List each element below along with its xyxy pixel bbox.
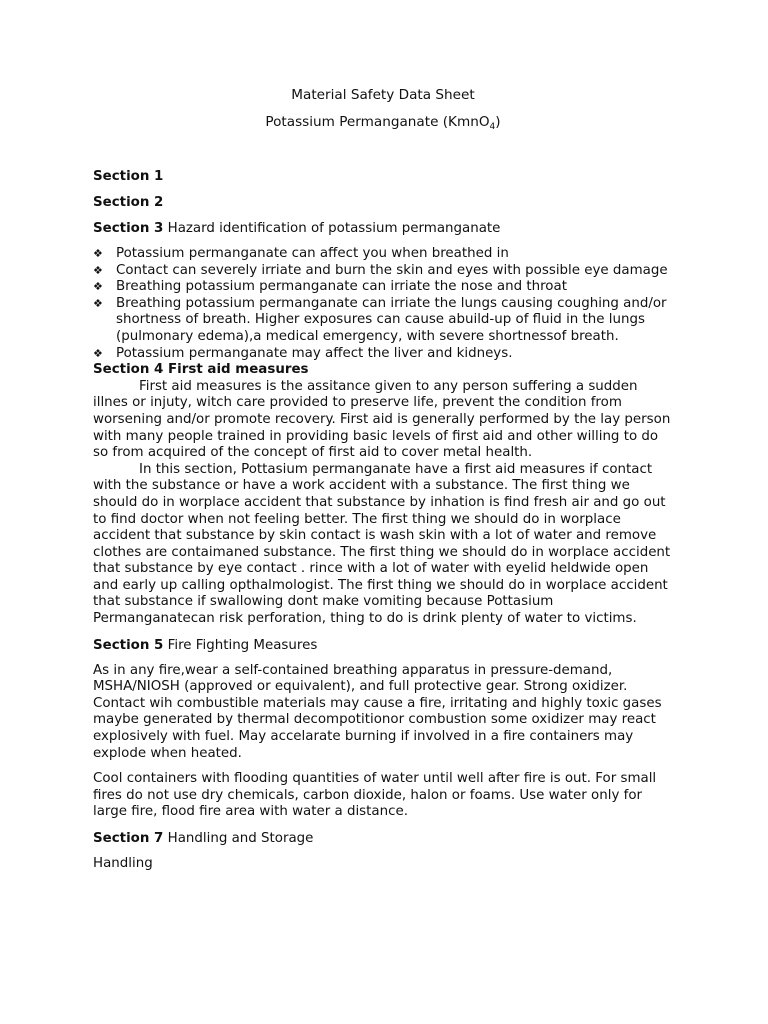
first-aid-paragraph-1: First aid measures is the assitance given to any person suffering a sudden illnes or injuty, witch care provided to preserve life, prevent the condition from worsening and/or promote recovery. First aid is generally performed by the lay person with many people trained in providing basic levels of first aid and other willing to do so from acquired of the concept of first aid to cover metal health. (93, 378, 671, 461)
section-5-label: Section 5 (93, 637, 164, 653)
bullet-diamond-icon: ❖ (93, 247, 103, 260)
section-3-label: Section 3 (93, 221, 164, 236)
subtitle-subscript: 4 (489, 122, 496, 132)
section-7-text: Handling and Storage (163, 831, 314, 846)
subtitle-suffix: ) (495, 114, 501, 130)
hazard-list (93, 246, 673, 362)
bullet-diamond-icon: ❖ (93, 346, 103, 360)
document-title: Material Safety Data Sheet (291, 87, 475, 103)
first-aid-paragraph-2: In this section, Pottasium permanganate have a first aid measures if contact with the substance or have a work accident with a substance. The first thing we should do in worplace accident that substance by inhation is find fresh air and go out to find doctor when not feeling better. The first thing we should do in worplace accident that substance by skin contact is wash skin with a lot of water and remove clothes are contaimaned substance. The first thing we should do in worplace accident that substance by eye contact . rince with a lot of water with eyelid heldwide open and early up calling opthalmologist. The first thing we should do in worplace accident that substance if swallowing dont make vomiting because Pottasium Permanganatecan risk perforation, thing to do is drink plenty of water to victims. (93, 461, 671, 627)
fire-fighting-paragraph-1: As in any fire,wear a self-contained breathing apparatus in pressure-demand, MSHA/NIOSH (approved or equivalent), and full protective gear. Strong oxidizer. Contact wih combustible materials may cause a fire, irritating and highly toxic gases maybe generated by thermal decompotitionor combustion some oxidizer may react explosively with fuel. May accelarate burning if involved in a fire containers may explode when heated. (93, 662, 662, 761)
bullet-diamond-icon: ❖ (93, 280, 103, 294)
handling-heading: Handling (93, 856, 153, 871)
section-7-heading (93, 830, 673, 847)
section-4-heading: Section 4 First aid measures (93, 362, 309, 378)
list-item: ❖ Contact can severely irriate and burn the skin and eyes with possible eye damage (93, 262, 668, 278)
list-item: ❖ Potassium permanganate may affect the liver and kidneys. (93, 345, 513, 361)
bullet-diamond-icon: ❖ (93, 263, 103, 277)
document-subtitle (93, 113, 673, 133)
section-2-heading: Section 2 (93, 195, 164, 210)
section-1-heading: Section 1 (93, 169, 164, 184)
subtitle-prefix: Potassium Permanganate (KmnO (265, 114, 490, 130)
section-3-text: Hazard identification of potassium permanganate (163, 221, 501, 236)
section-7-label: Section 7 (93, 831, 164, 846)
section-5-heading (93, 637, 673, 654)
section-3-heading (93, 220, 673, 237)
list-item: ❖ Potassium permanganate can affect you when breathed in (93, 246, 509, 261)
bullet-diamond-icon: ❖ (93, 296, 103, 310)
list-item: ❖ Breathing potassium permanganate can irriate the nose and throat (93, 279, 567, 295)
document-page (93, 86, 673, 873)
section-5-text: Fire Fighting Measures (163, 637, 318, 653)
fire-fighting-paragraph-2: Cool containers with flooding quantities of water until well after fire is out. For small fires do not use dry chemicals, carbon dioxide, halon or foams. Use water only for large fire, flood fire area with water a distance. (93, 771, 657, 820)
list-item: ❖ Breathing potassium permanganate can irriate the lungs causing coughing and/or shortness of breath. Higher exposures can cause abuild-up of fluid in the lungs (pulmonary edema),a medical emergency, with severe shortnessof breath. (93, 295, 667, 344)
